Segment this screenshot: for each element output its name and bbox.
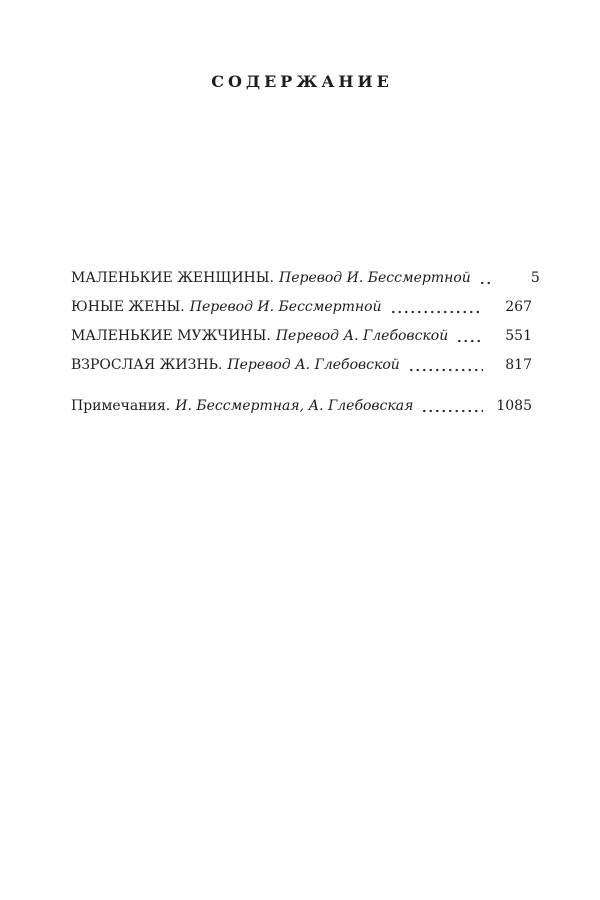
entry-translator-credit: Перевод А. Глебовской [227,357,400,373]
entry-title: Примечания. [71,398,171,414]
page-number: 5 [530,270,540,286]
entry-title: ВЗРОСЛАЯ ЖИЗНЬ. [71,357,223,373]
dot-leader [456,322,483,351]
dot-leader [479,264,491,293]
entry-translator-credit: Перевод А. Глебовской [275,328,449,344]
entry-title: МАЛЕНЬКИЕ МУЖЧИНЫ. [71,328,271,344]
page-number: 1085 [496,398,532,414]
toc-entry-notes [71,392,532,421]
toc-entry [71,322,532,351]
page-number: 267 [505,299,532,315]
toc-entry [71,264,540,293]
toc-entry [71,293,532,322]
entry-title: ЮНЫЕ ЖЕНЫ. [71,299,185,315]
page-title: СОДЕРЖАНИЕ [211,72,393,91]
toc-entry [71,351,532,380]
entry-title: МАЛЕНЬКИЕ ЖЕНЩИНЫ. [71,270,274,286]
entry-translator-credit: И. Бессмертная, А. Глебовская [175,398,414,414]
dot-leader [408,351,483,380]
page-number: 817 [505,357,532,373]
table-of-contents [71,264,540,421]
page-number: 551 [505,328,532,344]
dot-leader [390,293,483,322]
entry-translator-credit: Перевод И. Бессмертной [278,270,471,286]
entry-translator-credit: Перевод И. Бессмертной [189,299,382,315]
dot-leader [421,392,483,421]
